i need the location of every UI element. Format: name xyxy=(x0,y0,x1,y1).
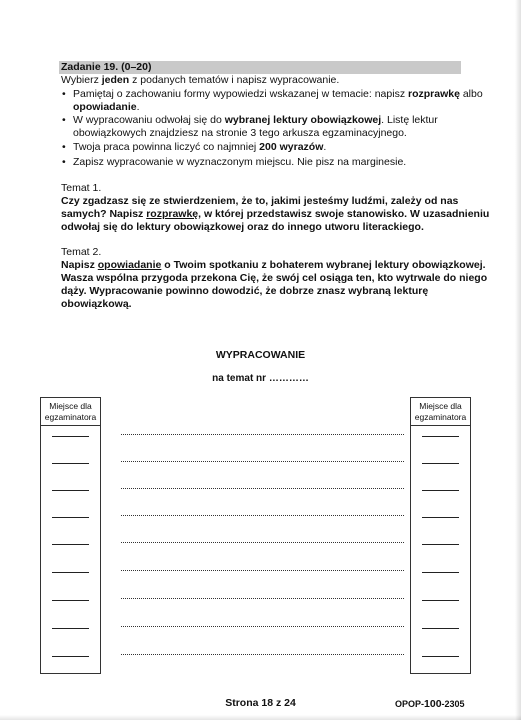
text-bold: wybranej lektury obowiązkowej xyxy=(224,114,382,126)
text: Pamiętaj o zachowaniu formy wypowiedzi wskazanej w temacie: napisz xyxy=(73,88,408,100)
topic-2-line-4: obowiązkową. xyxy=(61,298,132,310)
margin-box-separator xyxy=(41,425,100,426)
text: Napisz xyxy=(61,259,98,271)
bullet-dot-2: • xyxy=(62,114,66,126)
writing-line[interactable] xyxy=(121,598,404,599)
intro-text-end: z podanych tematów i napisz wypracowanie. xyxy=(129,74,340,86)
score-line-right xyxy=(422,572,459,573)
score-line-left xyxy=(52,628,89,629)
text: . xyxy=(136,101,140,113)
score-line-right xyxy=(422,628,459,629)
examiner-margin-right xyxy=(410,397,471,674)
bullet-1-line-1 xyxy=(73,88,483,101)
text-underlined: rozprawkę xyxy=(146,208,199,220)
bullet-2-line-1 xyxy=(73,114,438,127)
margin-box-separator xyxy=(411,425,470,426)
score-line-left xyxy=(52,600,89,601)
task-intro xyxy=(61,74,339,87)
text-bold: rozprawkę xyxy=(407,88,460,100)
score-line-right xyxy=(422,490,459,491)
code-part: OPOP- xyxy=(395,699,425,709)
text: o Twoim spotkaniu z bohaterem wybranej lektury obowiązkowej. xyxy=(161,259,486,271)
writing-line[interactable] xyxy=(121,461,404,462)
label-line: Miejsce dla xyxy=(419,401,462,411)
score-line-right xyxy=(422,517,459,518)
score-line-left xyxy=(52,490,89,491)
bullet-4: Zapisz wypracowanie w wyznaczonym miejscu. Nie pisz na marginesie. xyxy=(73,156,407,168)
intro-text: Wybierz xyxy=(61,74,102,86)
writing-line[interactable] xyxy=(121,434,404,435)
topic-1-heading: Temat 1. xyxy=(61,182,102,194)
text-underlined: opowiadanie xyxy=(97,259,162,271)
topic-1-line-1: Czy zgadzasz się ze stwierdzeniem, że to, jakimi jesteśmy ludźmi, zależy od nas xyxy=(61,195,459,207)
label-line: egzaminatora xyxy=(44,412,97,422)
score-line-left xyxy=(52,544,89,545)
writing-line[interactable] xyxy=(121,515,404,516)
text: , w której przedstawisz swoje stanowisko. W uzasadnieniu xyxy=(198,208,490,220)
bullet-dot-4: • xyxy=(62,156,66,168)
exam-code xyxy=(395,698,465,710)
label-line: egzaminatora xyxy=(414,412,467,422)
essay-subheading: na temat nr ………… xyxy=(212,373,309,384)
code-part: 100 xyxy=(424,698,442,710)
score-line-left xyxy=(52,436,89,437)
topic-2-line-3: dąży. Wypracowanie powinno dowodzić, że dobrze znasz wybraną lekturę xyxy=(61,285,429,297)
score-line-right xyxy=(422,436,459,437)
topic-2-line-1 xyxy=(61,259,486,272)
writing-line[interactable] xyxy=(121,654,404,655)
score-line-right xyxy=(422,656,459,657)
topic-1-line-2 xyxy=(61,208,489,221)
score-line-left xyxy=(52,656,89,657)
page-shadow-bottom xyxy=(0,715,521,720)
bullet-dot-3: • xyxy=(62,141,66,153)
text: . xyxy=(323,141,327,153)
bullet-2-line-2: obowiązkowych znajdziesz na stronie 3 tego arkusza egzaminacyjnego. xyxy=(73,127,407,139)
bullet-3 xyxy=(73,141,326,154)
text: W wypracowaniu odwołaj się do xyxy=(73,114,225,126)
score-line-left xyxy=(52,463,89,464)
writing-line[interactable] xyxy=(121,488,404,489)
topic-1-line-3: odwołaj się do lektury obowiązkowej oraz do innego utworu literackiego. xyxy=(61,221,424,233)
score-line-left xyxy=(52,517,89,518)
topic-2-heading: Temat 2. xyxy=(61,246,102,258)
text: albo xyxy=(459,88,483,100)
score-line-right xyxy=(422,600,459,601)
writing-line[interactable] xyxy=(121,570,404,571)
label-line: Miejsce dla xyxy=(49,401,92,411)
code-part: -2305 xyxy=(441,699,465,709)
text-bold: 200 wyrazów xyxy=(259,141,324,153)
score-line-right xyxy=(422,463,459,464)
task-title: Zadanie 19. (0–20) xyxy=(61,61,152,73)
text-bold: opowiadanie xyxy=(73,101,137,113)
text: . Listę lektur xyxy=(381,114,438,126)
page-number: Strona 18 z 24 xyxy=(225,697,296,709)
writing-line[interactable] xyxy=(121,542,404,543)
score-line-right xyxy=(422,544,459,545)
examiner-label-left xyxy=(41,401,100,423)
examiner-margin-left xyxy=(40,397,101,674)
text: Twoja praca powinna liczyć co najmniej xyxy=(73,141,260,153)
score-line-left xyxy=(52,572,89,573)
essay-heading: WYPRACOWANIE xyxy=(215,349,306,361)
intro-bold: jeden xyxy=(101,74,130,86)
bullet-1-line-2 xyxy=(73,101,140,114)
examiner-label-right xyxy=(411,401,470,423)
writing-line[interactable] xyxy=(121,626,404,627)
topic-2-line-2: Wasza wspólna przygoda przekona Cię, że swój cel osiąga ten, kto wytrwale do niego xyxy=(61,272,488,284)
text: samych? Napisz xyxy=(61,208,147,220)
bullet-dot-1: • xyxy=(62,88,66,100)
